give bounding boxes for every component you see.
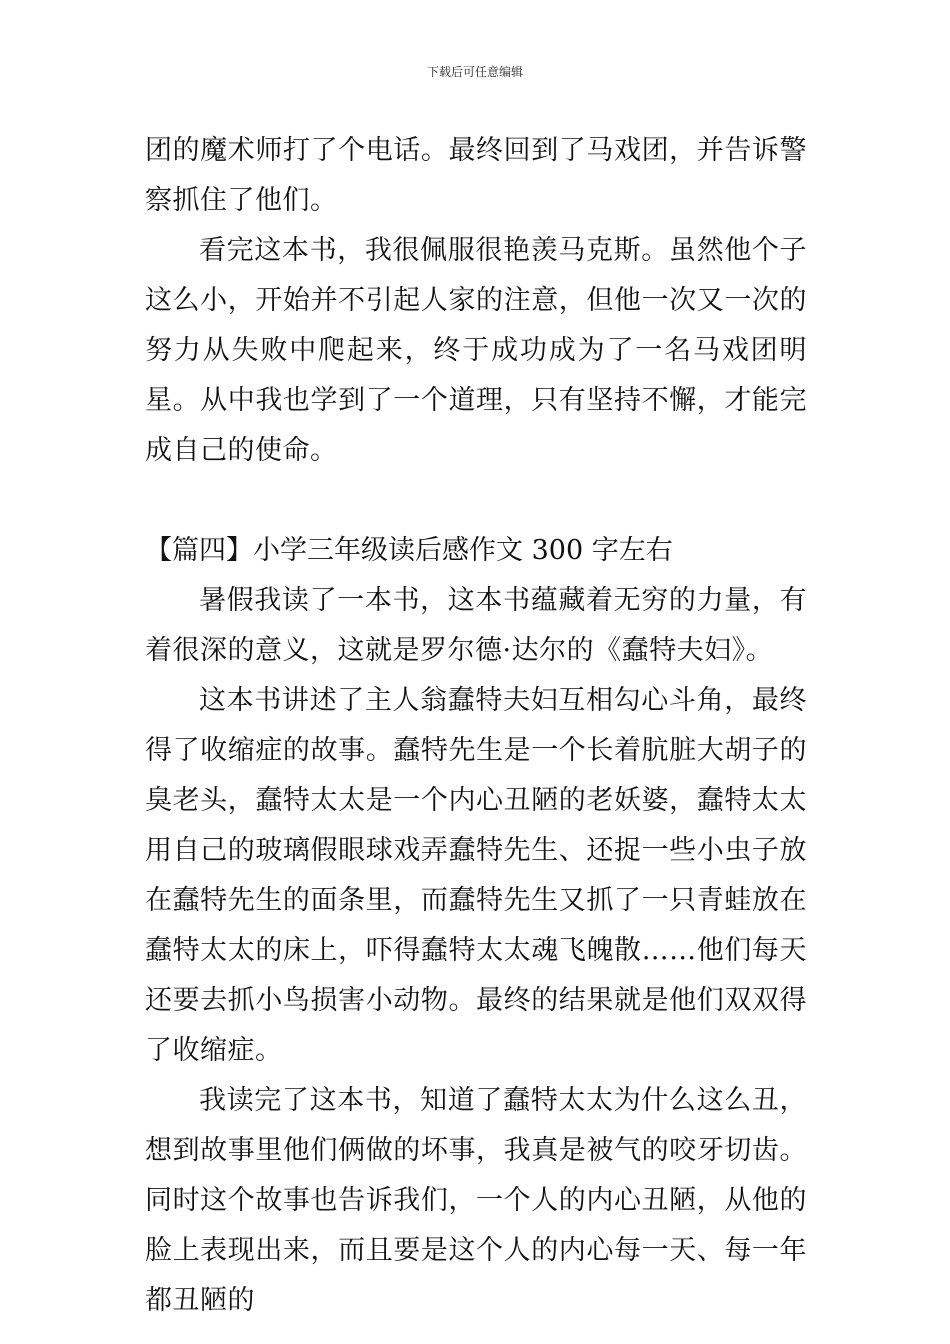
paragraph-reflection: 看完这本书，我很佩服很艳羡马克斯。虽然他个子这么小，开始并不引起人家的注意，但他一次又一次的努力从失败中爬起来，终于成功成为了一名马戏团明星。从中我也学到了一个道理，只有坚持不懈，才能完成自己的使命。 (145, 235, 807, 466)
paragraph-intro: 暑假我读了一本书，这本书蕴藏着无穷的力量，有着很深的意义，这就是罗尔德·达尔的《蠢特夫妇》。 (145, 585, 807, 666)
text-block-top (145, 126, 807, 476)
page-header-note: 下载后可任意编辑 (426, 65, 523, 79)
section-title: 【篇四】小学三年级读后感作文 300 字左右 (145, 535, 673, 566)
paragraph-continuation: 团的魔术师打了个电话。最终回到了马戏团，并告诉警察抓住了他们。 (145, 135, 807, 216)
paragraph-story-summary: 这本书讲述了主人翁蠢特夫妇互相勾心斗角，最终得了收缩症的故事。蠢特先生是一个长着肮脏大胡子的臭老头，蠢特太太是一个内心丑陋的老妖婆，蠢特太太用自己的玻璃假眼球戏弄蠢特先生、还捉一些小虫子放在蠢特先生的面条里，而蠢特先生又抓了一只青蛙放在蠢特太太的床上，吓得蠢特太太魂飞魄散……他们每天还要去抓小鸟损害小动物。最终的结果就是他们双双得了收缩症。 (145, 685, 807, 1066)
paragraph-conclusion: 我读完了这本书，知道了蠢特太太为什么这么丑，想到故事里他们俩做的坏事，我真是被气的咬牙切齿。同时这个故事也告诉我们，一个人的内心丑陋，从他的脸上表现出来，而且要是这个人的内心每一天、每一年都丑陋的 (145, 1085, 807, 1316)
text-block-section-four (145, 576, 807, 1326)
